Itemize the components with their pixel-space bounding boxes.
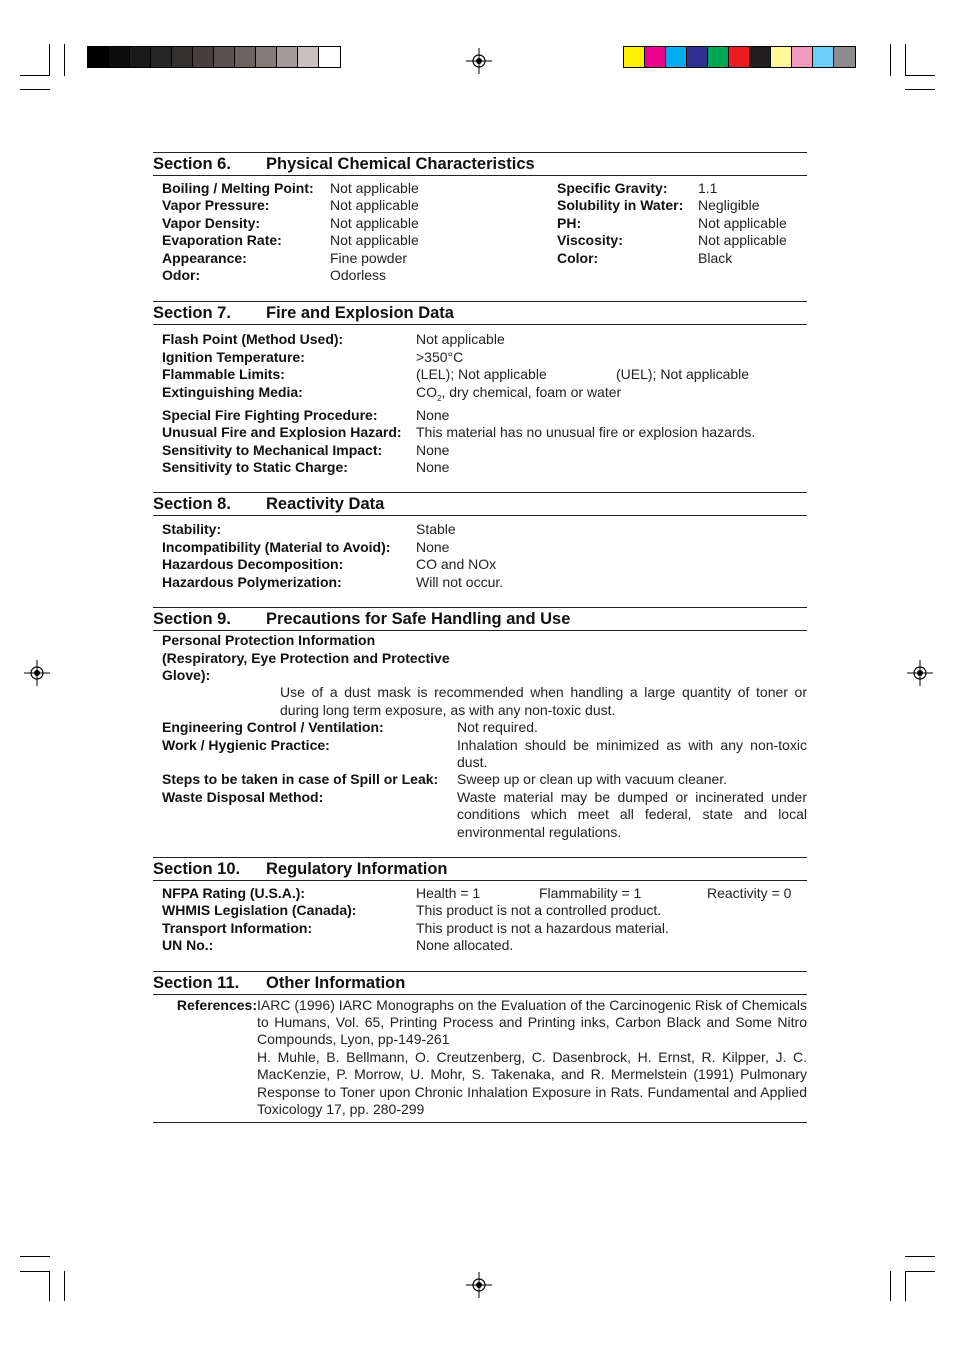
field-value: Not required.: [457, 719, 538, 736]
field-label: Ignition Temperature:: [162, 348, 305, 365]
section-regulatory: [153, 857, 807, 955]
field-value: None: [416, 441, 450, 458]
gray-swatch: [193, 47, 214, 67]
property-value: Black: [698, 249, 733, 266]
registration-mark-icon: [907, 660, 933, 686]
field-value: This product is not a hazardous material.: [416, 919, 669, 936]
section-title: Physical Chemical Characteristics: [266, 155, 535, 173]
color-swatch: [624, 47, 645, 67]
field-value: None: [416, 406, 450, 423]
property-value: Negligible: [698, 197, 760, 214]
field-value: CO and NOx: [416, 556, 497, 573]
field-value: This product is not a controlled product.: [416, 902, 662, 919]
field-label: UN No.:: [162, 937, 214, 954]
property-value: Fine powder: [330, 249, 408, 266]
gray-swatch: [109, 47, 130, 67]
color-swatch: [729, 47, 750, 67]
section-header: [153, 971, 807, 995]
nfpa-rating-row: [162, 885, 807, 902]
section-title: Precautions for Safe Handling and Use: [266, 610, 571, 629]
property-value: Not applicable: [698, 214, 787, 231]
property-value: Not applicable: [330, 180, 419, 196]
reference-item: H. Muhle, B. Bellmann, O. Creutzenberg, C. Dasenbrock, H. Ernst, R. Kilpper, J. C. MacKenzie, P. Morrow, U. Mohr, S. Takenaka, and R. Mermelstein (1991) Pulmonary Response to Toner upon Chronic Inhalation Exposure in Rats. Fundamental and Applied Toxicology 17, pp. 280-299: [257, 1048, 807, 1118]
nfpa-reactivity: Reactivity = 0: [707, 884, 792, 901]
property-label: Solubility in Water:: [557, 197, 684, 214]
field-label: Engineering Control / Ventilation:: [162, 719, 384, 736]
section-title: Other Information: [266, 973, 406, 992]
section-reactivity: [153, 492, 807, 591]
section-number: Section 10.: [153, 859, 241, 878]
property-label: Odor:: [162, 267, 201, 284]
co2-formula: CO: [416, 383, 437, 400]
gray-swatch: [277, 47, 298, 67]
field-value: None: [416, 538, 450, 555]
field-label: Transport Information:: [162, 919, 313, 936]
property-label: PH:: [557, 214, 582, 231]
property-label: Vapor Pressure:: [162, 197, 270, 214]
extinguishing-media-text: , dry chemical, foam or water: [441, 383, 622, 400]
section-number: Section 7.: [153, 304, 231, 323]
properties-right-column: [557, 180, 787, 284]
section-number: Section 9.: [153, 610, 231, 629]
field-value: Sweep up or clean up with vacuum cleaner.: [457, 771, 728, 788]
field-label: Incompatibility (Material to Avoid):: [162, 538, 391, 555]
color-calibration-bar: [623, 46, 856, 68]
section-header: [153, 492, 807, 516]
field-label: Stability:: [162, 521, 222, 538]
gray-swatch: [256, 47, 277, 67]
property-value: Not applicable: [330, 214, 419, 231]
properties-left-column: [162, 180, 557, 284]
field-label: Waste Disposal Method:: [162, 788, 324, 805]
property-label: Appearance:: [162, 249, 247, 266]
co2-subscript: 2: [437, 393, 442, 403]
property-label: Viscosity:: [557, 232, 623, 249]
lel-value: (LEL); Not applicable: [416, 366, 547, 383]
references-label: References:: [176, 996, 257, 1013]
section-number: Section 6.: [153, 155, 231, 173]
field-label: Work / Hygienic Practice:: [162, 736, 330, 753]
section-number: Section 11.: [153, 973, 240, 992]
color-swatch: [666, 47, 687, 67]
field-label: Flash Point (Method Used):: [162, 331, 344, 348]
ppi-text: Use of a dust mask is recommended when handling a large quantity of toner or during long term exposure, as with any non-toxic dust.: [280, 684, 807, 718]
field-label: Hazardous Decomposition:: [162, 556, 344, 573]
gray-calibration-bar: [87, 46, 341, 68]
gray-swatch: [130, 47, 151, 67]
field-value: Not applicable: [416, 331, 505, 348]
field-value: Will not occur.: [416, 573, 504, 590]
ppi-label: Personal Protection Information (Respiratory, Eye Protection and Protective Glove):: [162, 632, 450, 683]
property-label: Boiling / Melting Point:: [162, 180, 314, 196]
field-label: Steps to be taken in case of Spill or Leak:: [162, 771, 439, 788]
color-swatch: [792, 47, 813, 67]
section-title: Reactivity Data: [266, 495, 385, 514]
property-value: Not applicable: [698, 232, 787, 249]
color-swatch: [750, 47, 771, 67]
color-swatch: [771, 47, 792, 67]
field-value: Stable: [416, 521, 456, 538]
color-swatch: [708, 47, 729, 67]
section-header: [153, 152, 807, 176]
field-value: Inhalation should be minimized as with any non-toxic dust.: [457, 736, 807, 770]
gray-swatch: [88, 47, 109, 67]
field-value: [416, 384, 621, 407]
section-number: Section 8.: [153, 495, 231, 514]
gray-swatch: [319, 47, 340, 67]
section-title: Fire and Explosion Data: [266, 304, 454, 323]
section-header: [153, 607, 807, 631]
field-value: This material has no unusual fire or explosion hazards.: [416, 424, 756, 441]
field-label: Hazardous Polymerization:: [162, 573, 342, 590]
section-title: Regulatory Information: [266, 859, 448, 878]
property-label: Color:: [557, 249, 599, 266]
section-fire-explosion: [153, 301, 807, 476]
color-swatch: [834, 47, 855, 67]
property-value: Odorless: [330, 267, 387, 284]
gray-swatch: [214, 47, 235, 67]
msds-page: [153, 152, 807, 1123]
field-label: Flammable Limits:: [162, 366, 285, 383]
section-header: [153, 857, 807, 881]
field-label: NFPA Rating (U.S.A.):: [162, 884, 306, 901]
field-value: >350°C: [416, 348, 464, 365]
registration-mark-icon: [24, 660, 50, 686]
nfpa-health: Health = 1: [416, 884, 481, 901]
property-label: Vapor Density:: [162, 214, 261, 231]
property-label: Specific Gravity:: [557, 180, 668, 196]
field-label: WHMIS Legislation (Canada):: [162, 902, 357, 919]
registration-mark-icon: [466, 48, 492, 74]
nfpa-flammability: Flammability = 1: [539, 884, 642, 901]
color-swatch: [687, 47, 708, 67]
field-label: Special Fire Fighting Procedure:: [162, 406, 378, 423]
gray-swatch: [151, 47, 172, 67]
property-value: Not applicable: [330, 197, 419, 214]
section-other-information: [153, 971, 807, 1124]
field-label: Sensitivity to Mechanical Impact:: [162, 441, 383, 458]
property-value: 1.1: [698, 180, 718, 196]
reference-item: IARC (1996) IARC Monographs on the Evaluation of the Carcinogenic Risk of Chemicals to Humans, Vol. 65, Printing Process and Printing inks, Carbon Black and Some Nitro Compounds, Lyon, pp-149-261: [257, 996, 807, 1048]
field-value: Waste material may be dumped or incinerated under conditions which meet all federal, state and local environmental regulations.: [457, 788, 807, 840]
registration-mark-icon: [466, 1272, 492, 1298]
gray-swatch: [298, 47, 319, 67]
property-label: Evaporation Rate:: [162, 232, 282, 249]
field-value: None: [416, 459, 450, 476]
field-label: Sensitivity to Static Charge:: [162, 459, 348, 476]
color-swatch: [813, 47, 834, 67]
field-value: None allocated.: [416, 937, 514, 954]
section-physical-chemical: [153, 152, 807, 284]
section-safe-handling: [153, 607, 807, 841]
gray-swatch: [172, 47, 193, 67]
field-label: Extinguishing Media:: [162, 383, 303, 400]
color-swatch: [645, 47, 666, 67]
section-header: [153, 301, 807, 325]
gray-swatch: [235, 47, 256, 67]
field-label: Unusual Fire and Explosion Hazard:: [162, 424, 402, 441]
property-value: Not applicable: [330, 232, 419, 249]
uel-value: (UEL); Not applicable: [616, 366, 750, 383]
